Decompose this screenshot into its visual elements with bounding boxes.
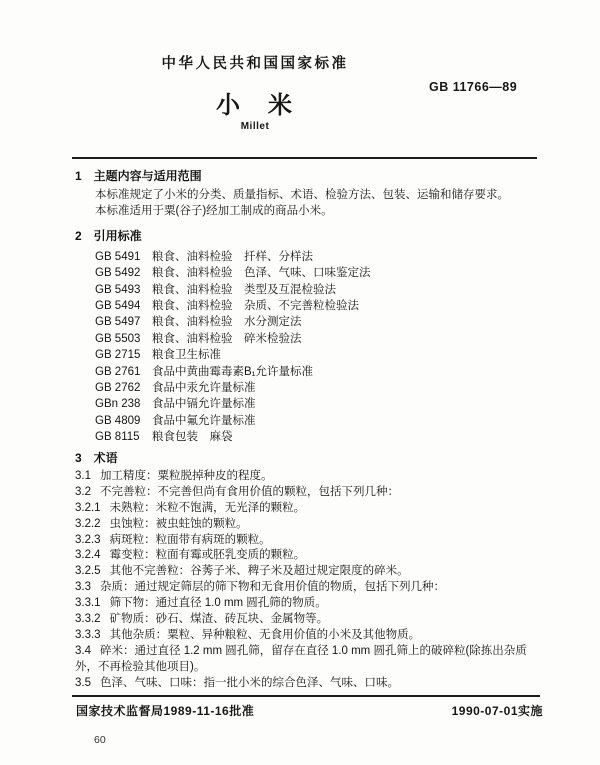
reference-code: GB 5503: [95, 332, 141, 345]
term-number: 3.5: [75, 676, 91, 689]
reference-code: GB 2761: [95, 365, 141, 378]
standard-number: GB 11766—89: [429, 80, 518, 94]
reference-code: GB 5494: [95, 300, 141, 313]
reference-title: 粮食、油料检验 水分测定法: [152, 316, 302, 329]
footer-divider-rule: [72, 695, 540, 697]
implementation-text: 1990-07-01实施: [451, 704, 543, 718]
section-2-heading: 2 引用标准: [75, 228, 142, 243]
reference-item: [75, 249, 547, 265]
term-number: 3.2.4: [75, 549, 101, 562]
term-item: [75, 533, 547, 549]
term-text: 病斑粒：粒面带有病斑的颗粒。: [109, 533, 271, 546]
reference-code: GB 2762: [95, 382, 141, 395]
reference-title: 食品中黄曲霉毒素B₁允许量标准: [152, 365, 314, 378]
reference-code: GB 8115: [95, 431, 140, 444]
term-number: 3.2.5: [75, 565, 101, 578]
term-text: 筛下物：通过直径 1.0 mm 圆孔筛的物质。: [109, 597, 327, 610]
term-text: 霉变粒：粒面有霉或胚乳变质的颗粒。: [109, 549, 306, 562]
term-item: [75, 644, 547, 676]
term-number: 3.2.2: [75, 517, 101, 530]
term-number: 3.2.3: [75, 533, 101, 546]
term-text: 碎米：通过直径 1.2 mm 圆孔筛，留存在直径 1.0 mm 圆孔筛上的破碎粒(除拣出杂质外，不再检验其他项目)。: [75, 644, 527, 673]
reference-title: 粮食、油料检验 类型及互混检验法: [152, 283, 336, 296]
term-number: 3.3: [75, 581, 91, 594]
term-text: 其他不完善粒：谷莠子米、稗子米及超过规定限度的碎米。: [109, 565, 409, 578]
reference-item: [75, 396, 547, 412]
term-text: 色泽、气味、口味：指一批小米的综合色泽、气味、口味。: [100, 676, 399, 689]
reference-title: 食品中镉允许量标准: [152, 398, 256, 411]
scope-paragraph-1: 本标准规定了小米的分类、质量指标、术语、检验方法、包装、运输和储存要求。: [95, 189, 509, 202]
term-text: 杂质：通过规定筛层的筛下物和无食用价值的物质，包括下列几种：: [100, 581, 445, 594]
reference-item: [75, 364, 547, 380]
section-1-heading: 1 主题内容与适用范围: [75, 169, 202, 183]
reference-title: 粮食卫生标准: [152, 349, 221, 362]
reference-item: [75, 347, 547, 363]
term-item: [75, 485, 547, 501]
reference-code: GB 5491: [95, 250, 141, 263]
section-3-heading: 3 术语: [75, 450, 118, 465]
reference-item: [75, 282, 547, 298]
document-body: [75, 164, 547, 692]
document-title-cn: 小 米: [216, 92, 294, 119]
reference-item: [75, 380, 547, 396]
reference-title: 粮食、油料检验 杂质、不完善粒检验法: [152, 300, 359, 313]
header-divider-rule: [72, 157, 537, 159]
reference-code: GB 5493: [95, 283, 141, 296]
term-item: [75, 517, 547, 533]
reference-title: 粮食、油料检验 色泽、气味、口味鉴定法: [152, 267, 371, 280]
term-item: [75, 580, 547, 596]
reference-code: GB 2715: [95, 349, 141, 362]
term-item: [75, 469, 547, 485]
reference-title: 粮食、油料检验 碎米检验法: [152, 332, 302, 345]
page-number: 60: [94, 734, 106, 746]
term-item: [75, 628, 547, 644]
term-text: 其他杂质：粟粒、异种粮粒、无食用价值的小米及其他物质。: [109, 628, 421, 641]
reference-item: [75, 314, 547, 330]
reference-title: 粮食包装 麻袋: [152, 431, 233, 444]
reference-item: [75, 429, 547, 445]
term-item: [75, 612, 547, 628]
term-item: [75, 676, 547, 692]
term-number: 3.2: [75, 485, 91, 498]
reference-item: [75, 331, 547, 347]
reference-item: [75, 265, 547, 281]
approval-text: 国家技术监督局1989-11-16批准: [76, 704, 255, 718]
term-item: [75, 596, 547, 612]
scope-paragraph-2: 本标准适用于粟(谷子)经加工制成的商品小米。: [95, 205, 333, 218]
term-number: 3.3.2: [75, 613, 101, 626]
term-text: 不完善粒：不完善但尚有食用价值的颗粒，包括下列几种：: [100, 485, 399, 498]
term-number: 3.3.1: [75, 597, 101, 610]
term-text: 虫蚀粒：被虫蛀蚀的颗粒。: [109, 517, 248, 530]
reference-title: 食品中氟允许量标准: [152, 414, 256, 427]
term-item: [75, 564, 547, 580]
reference-code: GB 5497: [95, 316, 141, 329]
reference-title: 食品中汞允许量标准: [152, 382, 256, 395]
reference-code: GB 4809: [95, 414, 141, 427]
term-text: 未熟粒：米粒不饱满，无光泽的颗粒。: [109, 501, 306, 514]
term-number: 3.3.3: [75, 628, 101, 641]
national-standard-label: 中华人民共和国国家标准: [161, 56, 349, 72]
term-number: 3.4: [75, 644, 91, 657]
reference-item: [75, 298, 547, 314]
term-text: 矿物质：砂石、煤渣、砖瓦块、金属物等。: [109, 613, 329, 626]
term-number: 3.2.1: [75, 501, 101, 514]
term-text: 加工精度：粟粒脱掉种皮的程度。: [100, 469, 273, 482]
term-item: [75, 501, 547, 517]
reference-code: GBn 238: [95, 398, 141, 411]
term-item: [75, 548, 547, 564]
document-title-en: Millet: [240, 121, 270, 132]
term-number: 3.1: [75, 469, 91, 482]
reference-title: 粮食、油料检验 扦样、分样法: [152, 250, 313, 263]
reference-code: GB 5492: [95, 267, 141, 280]
reference-item: [75, 413, 547, 429]
